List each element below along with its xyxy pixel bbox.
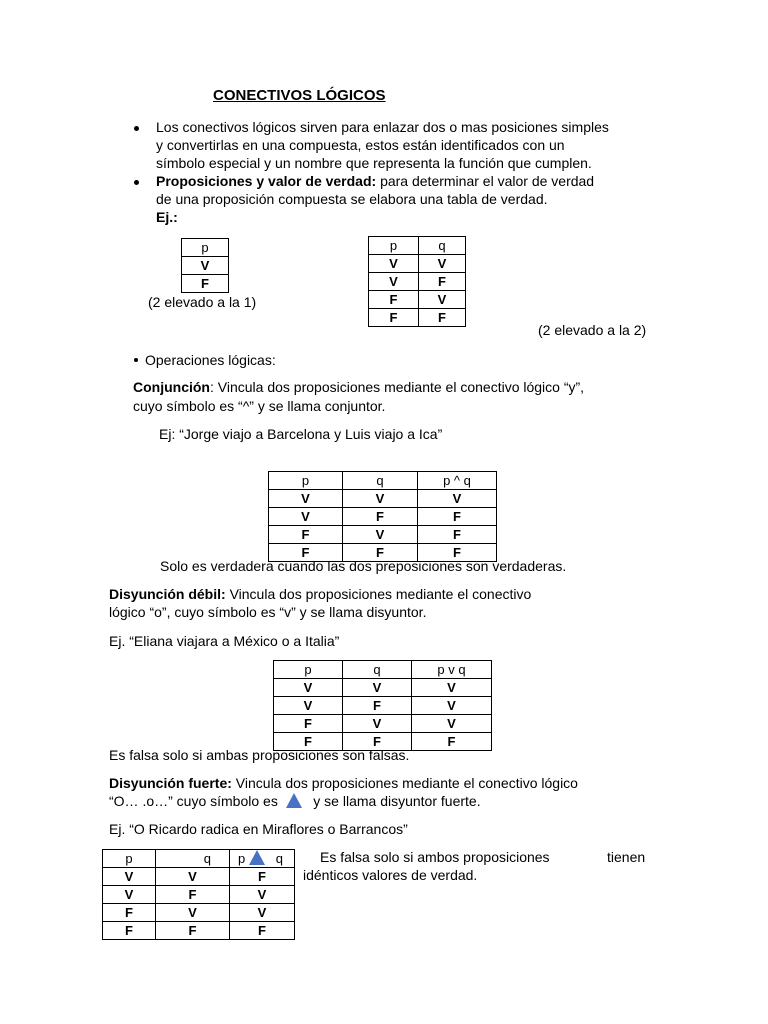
table-header-cell: p — [269, 472, 343, 490]
truth-table-weak-disjunction — [273, 660, 492, 751]
disj-weak-line-2: lógico “o”, cuyo símbolo es “v” y se llama disyuntor. — [109, 604, 427, 620]
table-cell: F — [343, 733, 412, 751]
table-cell: V — [274, 679, 343, 697]
disj-weak-line-1-text: Vincula dos proposiciones mediante el conectivo — [225, 586, 532, 602]
disj-weak-note: Es falsa solo si ambas proposiciones son falsas. — [109, 747, 410, 763]
props-label: Proposiciones y valor de verdad: — [156, 173, 377, 189]
table-cell: F — [103, 922, 156, 940]
table-cell: F — [369, 309, 419, 327]
truth-table-conjunction — [268, 471, 497, 562]
conj-line-1 — [133, 378, 584, 396]
table-cell: F — [369, 291, 419, 309]
bullet — [134, 358, 138, 362]
props-line-1 — [156, 172, 594, 190]
table-header-cell: p ^ q — [418, 472, 497, 490]
disj-weak-line-1 — [109, 585, 531, 603]
table-header-cell: p — [103, 850, 156, 868]
props-line-1-text: para determinar el valor de verdad — [376, 173, 595, 189]
bullet — [134, 126, 139, 131]
table-cell: F — [418, 508, 497, 526]
table-header-cell: q — [156, 850, 230, 868]
table-cell: V — [412, 715, 492, 733]
table-cell: V — [269, 490, 343, 508]
conj-note: Solo es verdadera cuando las dos preposiciones son verdaderas. — [160, 558, 567, 574]
table-header-cell: p — [182, 239, 229, 257]
table-cell: V — [343, 526, 418, 544]
truth-table-strong-disjunction — [102, 849, 295, 940]
table-header-cell: p — [274, 661, 343, 679]
table-cell: V — [274, 697, 343, 715]
table-cell: F — [230, 868, 295, 886]
disj-strong-example: Ej. “O Ricardo radica en Miraflores o Barrancos” — [109, 821, 408, 837]
table-cell: F — [343, 508, 418, 526]
table-cell: F — [182, 275, 229, 293]
truth-table-2 — [368, 236, 466, 327]
table-cell: F — [274, 715, 343, 733]
table-cell: F — [274, 733, 343, 751]
table-cell: V — [182, 257, 229, 275]
disj-strong-note-2: idénticos valores de verdad. — [303, 867, 478, 883]
table-header-cell: q — [343, 661, 412, 679]
table-cell: V — [412, 697, 492, 715]
table-cell: V — [369, 273, 419, 291]
operations-label: Operaciones lógicas: — [145, 352, 276, 368]
disj-strong-note-1a: Es falsa solo si ambos proposiciones — [320, 849, 550, 865]
table-1-caption: (2 elevado a la 1) — [148, 294, 257, 310]
table-cell: V — [418, 490, 497, 508]
table-cell: V — [269, 508, 343, 526]
disj-strong-note-1b: tienen — [607, 849, 646, 865]
table-cell: V — [343, 490, 418, 508]
table-header-cell-xor — [230, 850, 295, 868]
disj-weak-example: Ej. “Eliana viajara a México o a Italia” — [109, 633, 340, 649]
table-cell: V — [412, 679, 492, 697]
xor-triangle-icon — [286, 793, 302, 808]
table-header-p: p — [238, 851, 246, 866]
table-header-cell: p — [369, 237, 419, 255]
conj-label: Conjunción — [133, 379, 210, 395]
bullet — [134, 180, 139, 185]
table-cell: F — [156, 922, 230, 940]
table-cell: F — [269, 526, 343, 544]
table-header-q: q — [275, 851, 283, 866]
table-cell: F — [412, 733, 492, 751]
xor-triangle-icon — [249, 850, 265, 865]
disj-strong-label: Disyunción fuerte: — [109, 775, 232, 791]
table-cell: V — [419, 255, 466, 273]
intro-line-3: símbolo especial y un nombre que representa la función que cumplen. — [156, 155, 592, 171]
table-cell: F — [418, 544, 497, 562]
table-2-caption: (2 elevado a la 2) — [538, 322, 647, 338]
table-cell: F — [343, 697, 412, 715]
table-cell: F — [156, 886, 230, 904]
table-cell: V — [419, 291, 466, 309]
conj-example: Ej: “Jorge viajo a Barcelona y Luis viajo a Ica” — [159, 426, 443, 442]
table-cell: V — [369, 255, 419, 273]
page-title: CONECTIVOS LÓGICOS — [213, 87, 386, 104]
table-cell: V — [230, 904, 295, 922]
table-header-cell: p v q — [412, 661, 492, 679]
disj-strong-line-1 — [109, 774, 578, 792]
table-cell: V — [156, 904, 230, 922]
intro-line-2: y convertirlas en una compuesta, estos están identificados con un — [156, 137, 565, 153]
table-cell: V — [103, 886, 156, 904]
table-cell: V — [103, 868, 156, 886]
table-cell: F — [269, 544, 343, 562]
table-cell: F — [418, 526, 497, 544]
table-cell: F — [419, 309, 466, 327]
disj-strong-line-2 — [109, 792, 481, 810]
table-cell: F — [103, 904, 156, 922]
table-header-cell: q — [419, 237, 466, 255]
props-ej: Ej.: — [156, 209, 178, 225]
table-cell: F — [343, 544, 418, 562]
table-cell: F — [230, 922, 295, 940]
disj-strong-line-2a: “O… .o…” cuyo símbolo es — [109, 793, 278, 809]
disj-strong-line-1-text: Vincula dos proposiciones mediante el conectivo lógico — [231, 775, 578, 791]
disj-weak-label: Disyunción débil: — [109, 586, 226, 602]
table-cell: V — [156, 868, 230, 886]
disj-strong-line-2b: y se llama disyuntor fuerte. — [313, 793, 481, 809]
conj-line-1-text: : Vincula dos proposiciones mediante el conectivo lógico “y”, — [210, 379, 585, 395]
props-line-2: de una proposición compuesta se elabora una tabla de verdad. — [156, 191, 548, 207]
table-cell: V — [230, 886, 295, 904]
table-cell: V — [343, 679, 412, 697]
intro-line-1: Los conectivos lógicos sirven para enlazar dos o mas posiciones simples — [156, 119, 609, 135]
table-cell: F — [419, 273, 466, 291]
conj-line-2: cuyo símbolo es “^” y se llama conjuntor. — [133, 398, 386, 414]
table-header-cell: q — [343, 472, 418, 490]
truth-table-1 — [181, 238, 229, 293]
table-cell: V — [343, 715, 412, 733]
